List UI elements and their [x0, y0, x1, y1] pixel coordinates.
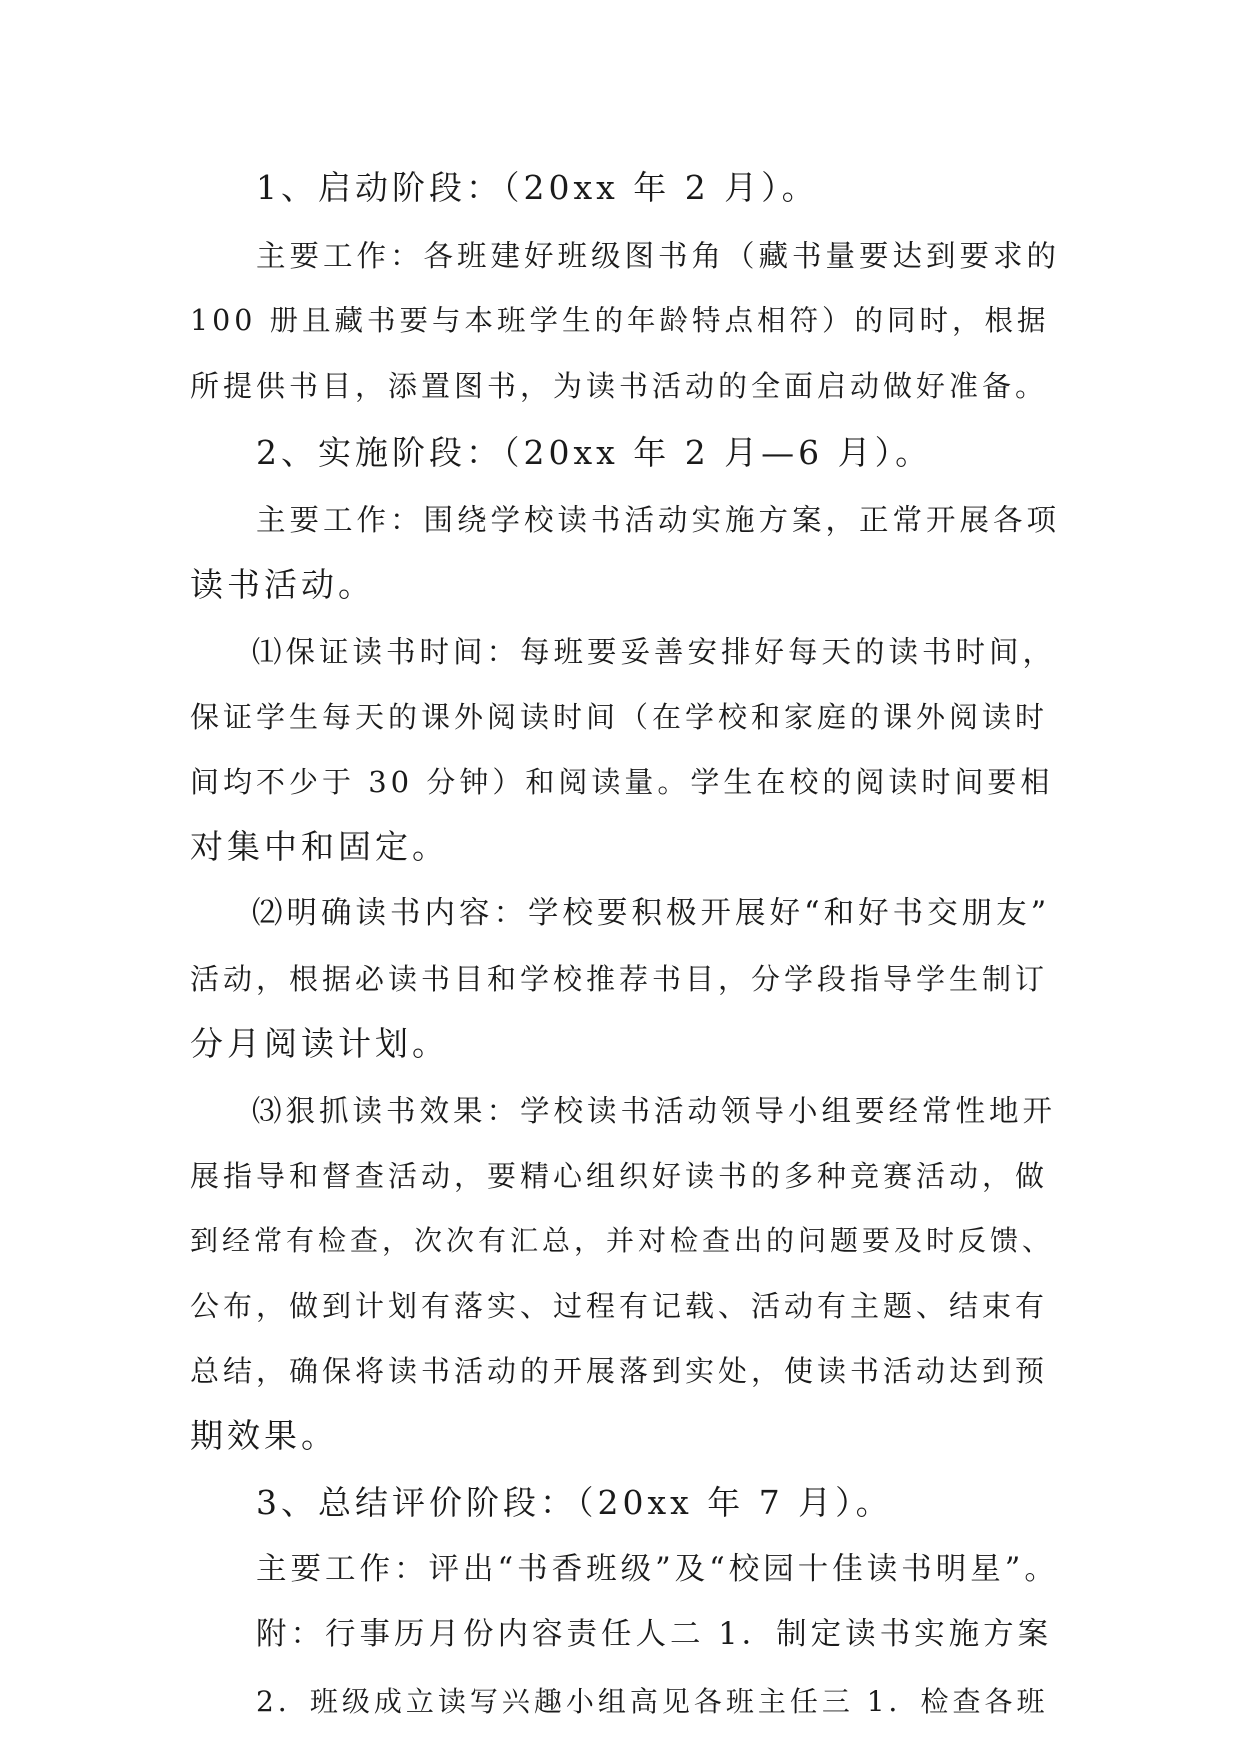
text-line: 总结，确保将读书活动的开展落到实处，使读书活动达到预 [190, 1354, 1049, 1388]
text-line: 2．班级成立读写兴趣小组高见各班主任三 1．检查各班 [256, 1685, 1049, 1718]
text-line: 主要工作：围绕学校读书活动实施方案，正常开展各项 [256, 503, 1061, 537]
text-line: 所提供书目，添置图书，为读书活动的全面启动做好准备。 [190, 369, 1049, 403]
text-line: ⑶狠抓读书效果：学校读书活动领导小组要经常性地开 [252, 1094, 1057, 1128]
text-line: 2、实施阶段：（20xx 年 2 月—6 月）。 [256, 433, 933, 472]
text-line: 读书活动。 [190, 565, 375, 604]
text-line: 1、启动阶段：（20xx 年 2 月）。 [256, 168, 819, 207]
text-line: 间均不少于 30 分钟）和阅读量。学生在校的阅读时间要相 [190, 765, 1054, 799]
text-line: 期效果。 [190, 1416, 338, 1455]
text-line: ⑵明确读书内容：学校要积极开展好“和好书交朋友” [252, 896, 1051, 931]
text-line: 主要工作：评出“书香班级”及“校园十佳读书明星”。 [256, 1552, 1059, 1587]
text-line: ⑴保证读书时间：每班要妥善安排好每天的读书时间， [252, 635, 1057, 669]
text-line: 活动，根据必读书目和学校推荐书目，分学段指导学生制订 [190, 962, 1049, 996]
text-line: 公布，做到计划有落实、过程有记载、活动有主题、结束有 [190, 1289, 1049, 1323]
text-line: 附：行事历月份内容责任人二 1．制定读书实施方案 [256, 1617, 1053, 1652]
text-line: 对集中和固定。 [190, 827, 449, 866]
text-line: 主要工作：各班建好班级图书角（藏书量要达到要求的 [256, 239, 1061, 273]
text-line: 100 册且藏书要与本班学生的年龄特点相符）的同时，根据 [190, 304, 1050, 337]
text-line: 3、总结评价阶段：（20xx 年 7 月）。 [256, 1483, 893, 1522]
text-line: 分月阅读计划。 [190, 1024, 449, 1063]
text-line: 展指导和督查活动，要精心组织好读书的多种竞赛活动，做 [190, 1159, 1049, 1193]
text-line: 到经常有检查，次次有汇总，并对检查出的问题要及时反馈、 [190, 1224, 1055, 1257]
text-line: 保证学生每天的课外阅读时间（在学校和家庭的课外阅读时 [190, 700, 1049, 734]
